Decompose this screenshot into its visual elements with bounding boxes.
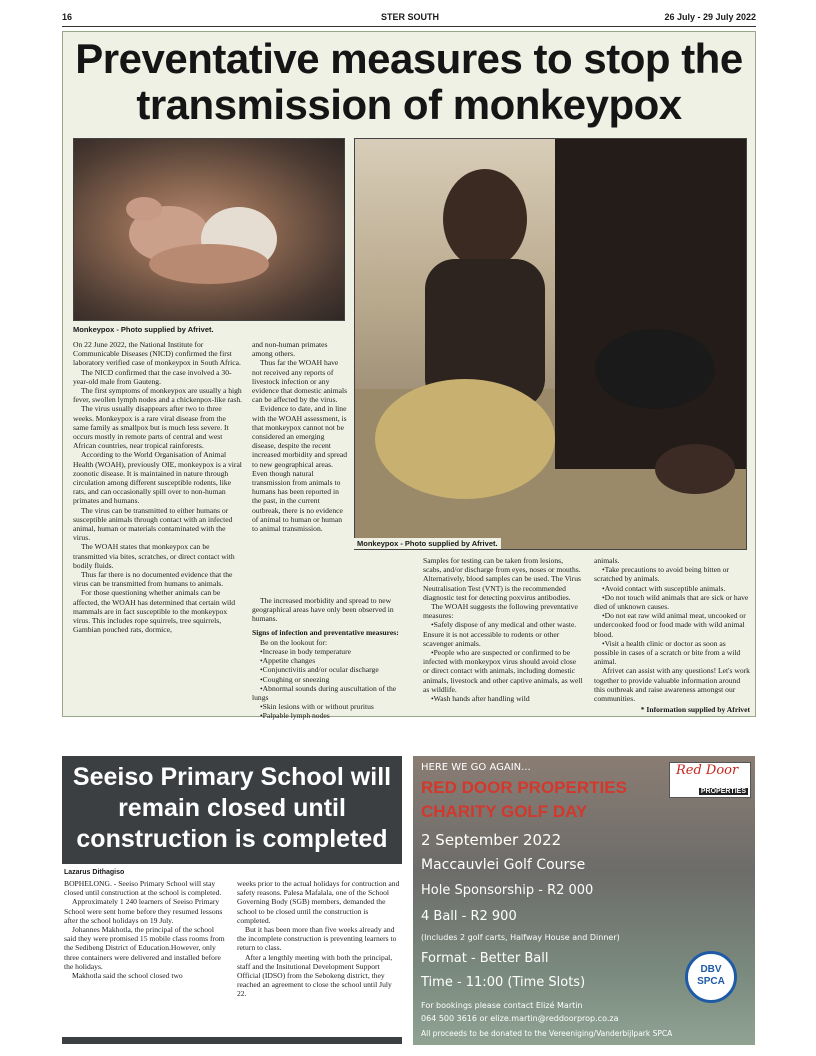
spca-top-text: DBV bbox=[700, 964, 722, 975]
spca-logo bbox=[685, 951, 737, 1003]
paragraph: BOPHELONG. - Seeiso Primary School will stay closed until construction at the school is completed. bbox=[64, 879, 222, 898]
paragraph: animals. bbox=[594, 556, 620, 565]
paragraph: Approximately 1 240 learners of Seeiso Primary School were sent home before they resumed lessons after the school holidays on 19 July. bbox=[64, 897, 223, 925]
paragraph: The increased morbidity and spread to new geographical areas have only been observed in humans. bbox=[252, 596, 394, 624]
ad-venue: Maccauvlei Golf Course bbox=[421, 857, 586, 873]
logo-subtext: PROPERTIES bbox=[700, 788, 746, 795]
ad-contact: 064 500 3616 or elize.martin@reddoorprop.co.za bbox=[421, 1014, 619, 1023]
paragraph: The first symptoms of monkeypox are usually a high fever, swollen lymph nodes and a chickenpox-like rash. bbox=[73, 386, 243, 405]
article2-byline: Lazarus Dithagiso bbox=[64, 869, 125, 876]
article1-column-2b bbox=[252, 596, 412, 721]
list-item: •Do not eat raw wild animal meat, uncooked or undercooked food or food made with wild animal blood. bbox=[594, 611, 746, 639]
paragraph: The WOAH states that monkeypox can be transmitted via bites, scratches, or direct contact with bodily fluids. bbox=[73, 542, 235, 570]
paragraph: Afrivet can assist with any questions! Let's work together to provide valuable information around this outbreak and raise awareness amongst our communities. bbox=[594, 666, 750, 704]
list-item: •People who are suspected or confirmed to be infected with monkeypox virus should avoid close or direct contact with animals, including domestic animals, livestock and other captive animals, as well as wildlife. bbox=[423, 648, 583, 694]
article1-column-2a bbox=[252, 340, 348, 533]
header-rule bbox=[62, 26, 756, 27]
list-item: •Appetite changes bbox=[260, 656, 316, 666]
paragraph: Samples for testing can be taken from lesions, scabs, and/or discharge from eyes, noses or mouths. Alternatively, blood samples can be used. The Virus Neutralisation Test (VNT) is the recommended diagnostic test for detecting poxvirus antibodies. bbox=[423, 556, 581, 602]
paragraph: Johannes Makhotla, the principal of the school said they were promised 15 mobile class rooms from the Sedibeng District of Education.However, only three containers were delivered and installed before the holidays. bbox=[64, 925, 225, 971]
paragraph: The WOAH suggests the following preventative measures: bbox=[423, 602, 578, 621]
list-item: •Conjunctivitis and/or ocular discharge bbox=[260, 665, 379, 675]
ad-company: RED DOOR PROPERTIES bbox=[421, 778, 627, 797]
article2-title: Seeiso Primary School will remain closed until construction is completed bbox=[72, 763, 392, 853]
golf-day-advert bbox=[413, 756, 755, 1045]
issue-date: 26 July - 29 July 2022 bbox=[664, 12, 756, 22]
ad-hole-sponsorship: Hole Sponsorship - R2 000 bbox=[421, 883, 594, 898]
ad-proceeds: All proceeds to be donated to the Vereeniging/Vanderbijlpark SPCA bbox=[421, 1029, 673, 1038]
article2-bottom-bar bbox=[62, 1037, 402, 1044]
list-item: •Avoid contact with susceptible animals. bbox=[602, 583, 726, 593]
photo-caption-1: Monkeypox - Photo supplied by Afrivet. bbox=[73, 325, 214, 334]
monkeypox-photo-2 bbox=[354, 138, 747, 550]
photo-caption-2: Monkeypox - Photo supplied by Afrivet. bbox=[354, 538, 501, 549]
article-title: Preventative measures to stop the transmission of monkeypox bbox=[75, 35, 743, 128]
list-item: •Coughing or sneezing bbox=[260, 674, 330, 684]
red-door-logo bbox=[669, 762, 751, 798]
ad-four-ball: 4 Ball - R2 900 bbox=[421, 909, 517, 924]
paragraph: Thus far the WOAH have not received any reports of livestock infection or any evidence that domestic animals can be affected by the virus. bbox=[252, 358, 348, 405]
article2-column-1 bbox=[64, 879, 228, 980]
paragraph: Thus far there is no documented evidence that the virus can be transmitted from humans to animals. bbox=[73, 570, 233, 589]
paragraph: The NICD confirmed that the case involved a 30-year-old male from Gauteng. bbox=[73, 367, 232, 386]
paragraph: According to the World Organisation of Animal Health (WOAH), previously OIE, monkeypox is a viral zoonotic disease. It is maintained in nature through circulation among different susceptible rodents, like rats, and can occasionally spill over to non-human primates and humans. bbox=[73, 450, 242, 506]
ad-bookings: For bookings please contact Elizé Martin bbox=[421, 1001, 583, 1010]
paragraph: After a lengthly meeting with both the principal, staff and the Insitutional Development Support Official (IDSO) from the Sebokeng district, they reached an agreement to close the school until July 22. bbox=[237, 952, 393, 999]
article1-column-4 bbox=[594, 556, 750, 714]
list-item: •Increase in body temperature bbox=[260, 647, 351, 657]
ad-event-name: CHARITY GOLF DAY bbox=[421, 802, 588, 821]
paragraph: The virus can be transmitted to either humans or susceptible animals through contact with an infected animal, human or materials contaminated with the virus. bbox=[73, 505, 233, 543]
list-item: •Do not touch wild animals that are sick or have died of unknown causes. bbox=[594, 592, 749, 612]
ad-tagline: HERE WE GO AGAIN... bbox=[421, 762, 531, 773]
logo-text: Red Door bbox=[676, 763, 739, 778]
paragraph: On 22 June 2022, the National Institute for Communicable Diseases (NICD) confirmed the first laboratory verified case of monkeypox in South Africa. bbox=[73, 340, 241, 368]
list-item: •Abnormal sounds during auscultation of the lungs bbox=[252, 683, 397, 703]
paragraph: weeks prior to the actual holidays for contruction and safety reasons. Palesa Mafalala, one of the School Governing Body (SGB) members, demanded the school to be closed until the construction is completed. bbox=[237, 879, 400, 925]
list-item: •Palpable lymph nodes bbox=[260, 711, 330, 721]
ad-format: Format - Better Ball bbox=[421, 951, 549, 966]
page-number: 16 bbox=[62, 12, 73, 22]
list-item: Be on the lookout for: bbox=[260, 637, 328, 647]
list-item: •Wash hands after handling wild bbox=[431, 694, 530, 704]
paragraph: and non-human primates among others. bbox=[252, 340, 328, 359]
ad-includes: (Includes 2 golf carts, Halfway House and Dinner) bbox=[421, 933, 620, 942]
article1-column-3 bbox=[423, 556, 583, 703]
ad-time: Time - 11:00 (Time Slots) bbox=[421, 975, 586, 990]
ad-date: 2 September 2022 bbox=[421, 831, 562, 849]
publication-name: STER SOUTH bbox=[380, 12, 439, 22]
list-item: •Safely dispose of any medical and other waste. Ensure it is not accessible to rodents or other scavenger animals. bbox=[423, 620, 577, 648]
paragraph: But it has been more than five weeks already and the incomplete construction is preventing learners to return to class. bbox=[237, 925, 397, 953]
spca-bottom-text: SPCA bbox=[697, 976, 725, 987]
paragraph: Evidence to date, and in line with the WOAH assessment, is that monkeypox cannot not be considered an emerging disease, despite the recent increased morbidity and spread to new geographical areas. Even though natural transmission from animals to humans has been reported in the past, in the current outbreak, there is no evidence of animal to human or human to animal transmission. bbox=[252, 404, 348, 534]
paragraph: Makhotla said the school closed two bbox=[72, 971, 183, 981]
list-item: •Visit a health clinic or doctor as soon as possible in cases of a scratch or bite from a wild animal. bbox=[594, 638, 741, 667]
section-heading: Signs of infection and preventative measures: bbox=[252, 627, 399, 637]
list-item: •Take precautions to avoid being bitten or scratched by animals. bbox=[594, 565, 729, 584]
paragraph: For those questioning whether animals can be affected, the WOAH has determined that certain wild mammals are in fact susceptible to the monkeypox virus. This includes rope squirrels, tree squirrels, Gambian pouched rats, dormice, bbox=[73, 588, 236, 635]
article1-column-1 bbox=[73, 340, 243, 635]
paragraph: The virus usually disappears after two to three weeks. Monkeypox is a rare viral disease from the same family as smallpox but is much less severe. It occurs mostly in remote parts of central and west African countries, near tropical rainforests. bbox=[73, 404, 229, 451]
list-item: •Skin lesions with or without pruritus bbox=[260, 702, 374, 712]
article2-column-2 bbox=[237, 879, 402, 999]
monkeypox-photo-1 bbox=[73, 138, 345, 321]
article-credit: * Information supplied by Afrivet bbox=[640, 705, 750, 715]
